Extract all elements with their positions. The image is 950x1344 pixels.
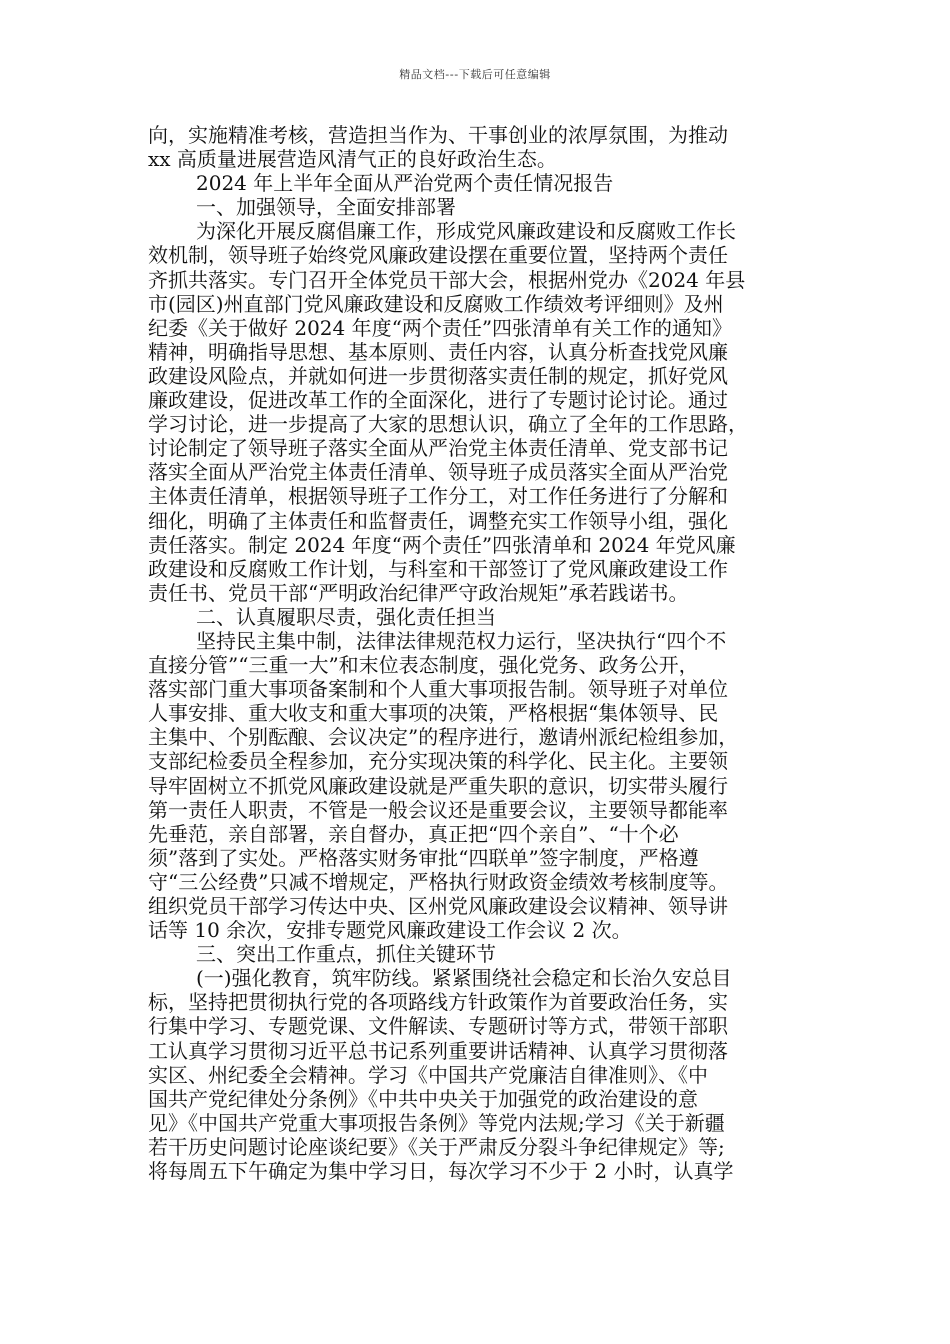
text-line: 坚持民主集中制，法律法律规范权力运行，坚决执行“四个不 <box>196 628 727 653</box>
text-line: 组织党员干部学习传达中央、区州党风廉政建设会议精神、领导讲 <box>148 894 728 918</box>
text-line: 主体责任清单，根据领导班子工作分工，对工作任务进行了分解和 <box>148 484 728 509</box>
text-line: xx 高质量进展营造风清气正的良好政治生态。 <box>148 147 557 172</box>
text-line: 工认真学习贯彻习近平总书记系列重要讲话精神、认真学习贯彻落 <box>148 1038 728 1063</box>
text-line: 责任落实。制定 2024 年度“两个责任”四张清单和 2024 年党风廉 <box>148 532 736 557</box>
text-line: 守“三公经费”只减不增规定，严格执行财政资金绩效考核制度等。 <box>148 869 729 894</box>
text-line: 落实全面从严治党主体责任清单、领导班子成员落实全面从严治党 <box>148 460 728 485</box>
text-line: 行集中学习、专题党课、文件解读、专题研讨等方式，带领干部职 <box>148 1014 728 1039</box>
text-line: 国共产党纪律处分条例》《中共中央关于加强党的政治建设的意 <box>148 1086 698 1111</box>
text-line: 二、认真履职尽责，强化责任担当 <box>196 604 496 629</box>
text-line: 为深化开展反腐倡廉工作，形成党风廉政建设和反腐败工作长 <box>196 219 736 244</box>
text-line: 实区、州纪委全会精神。学习《中国共产党廉洁自律准则》、《中 <box>148 1062 708 1087</box>
text-line: 见》《中国共产党重大事项报告条例》等党内法规;学习《关于新疆 <box>148 1110 725 1135</box>
text-line: 主集中、个别酝酿、会议决定”的程序进行，邀请州派纪检组参加， <box>148 725 739 750</box>
text-line: 市(园区)州直部门党风廉政建设和反腐败工作绩效考评细则》及州 <box>148 291 724 316</box>
text-line: 话等 10 余次，安排专题党风廉政建设工作会议 2 次。 <box>148 918 632 943</box>
text-line: 政建设和反腐败工作计划，与科室和干部签订了党风廉政建设工作 <box>148 556 728 581</box>
text-line: 纪委《关于做好 2024 年度“两个责任”四张清单有关工作的通知》 <box>148 315 733 340</box>
text-line: 效机制，领导班子始终党风廉政建设摆在重要位置，坚持两个责任 <box>148 243 728 268</box>
text-line: 直接分管”“三重一大”和末位表态制度，强化党务、政务公开， <box>148 653 699 678</box>
text-line: 细化，明确了主体责任和监督责任，调整充实工作领导小组，强化 <box>148 508 728 533</box>
text-line: 须”落到了实处。严格落实财务审批“四联单”签字制度，严格遵 <box>148 845 699 870</box>
text-line: 标，坚持把贯彻执行党的各项路线方针政策作为首要政治任务，实 <box>148 990 728 1015</box>
text-line: 廉政建设，促进改革工作的全面深化，进行了专题讨论讨论。通过 <box>148 388 728 413</box>
text-line: (一)强化教育，筑牢防线。紧紧围绕社会稳定和长治久安总目 <box>196 966 732 991</box>
text-line: 人事安排、重大收支和重大事项的决策，严格根据“集体领导、民 <box>148 701 719 726</box>
text-line: 落实部门重大事项备案制和个人重大事项报告制。领导班子对单位 <box>148 677 728 702</box>
text-line: 向，实施精准考核，营造担当作为、干事创业的浓厚氛围，为推动 <box>148 123 728 147</box>
text-line: 精神，明确指导思想、基本原则、责任内容，认真分析查找党风廉 <box>148 339 728 364</box>
text-line: 学习讨论，进一步提高了大家的思想认识，确立了全年的工作思路， <box>148 412 748 437</box>
text-line: 齐抓共落实。专门召开全体党员干部大会，根据州党办《2024 年县 <box>148 267 746 292</box>
text-line: 先垂范，亲自部署，亲自督办，真正把“四个亲自”、“十个必 <box>148 821 679 846</box>
text-line: 讨论制定了领导班子落实全面从严治党主体责任清单、党支部书记 <box>148 436 728 461</box>
document-body <box>148 123 828 1183</box>
text-line: 将每周五下午确定为集中学习日，每次学习不少于 2 小时，认真学 <box>148 1159 734 1184</box>
text-line: 支部纪检委员全程参加，充分实现决策的科学化、民主化。主要领 <box>148 749 728 774</box>
text-line: 第一责任人职责，不管是一般会议还是重要会议，主要领导都能率 <box>148 797 728 822</box>
text-line: 责任书、党员干部“严明政治纪律严守政治规矩”承若践诺书。 <box>148 580 689 605</box>
text-line: 政建设风险点，并就如何进一步贯彻落实责任制的规定，抓好党风 <box>148 363 728 388</box>
text-line: 2024 年上半年全面从严治党两个责任情况报告 <box>196 171 614 196</box>
text-line: 导牢固树立不抓党风廉政建设就是严重失职的意识，切实带头履行 <box>148 773 728 798</box>
text-line: 一、加强领导，全面安排部署 <box>196 195 456 220</box>
text-line: 若干历史问题讨论座谈纪要》《关于严肃反分裂斗争纪律规定》等; <box>148 1134 725 1159</box>
page-header: 精品文档---下载后可任意编辑 <box>399 68 551 81</box>
text-line: 三、突出工作重点，抓住关键环节 <box>196 942 496 967</box>
